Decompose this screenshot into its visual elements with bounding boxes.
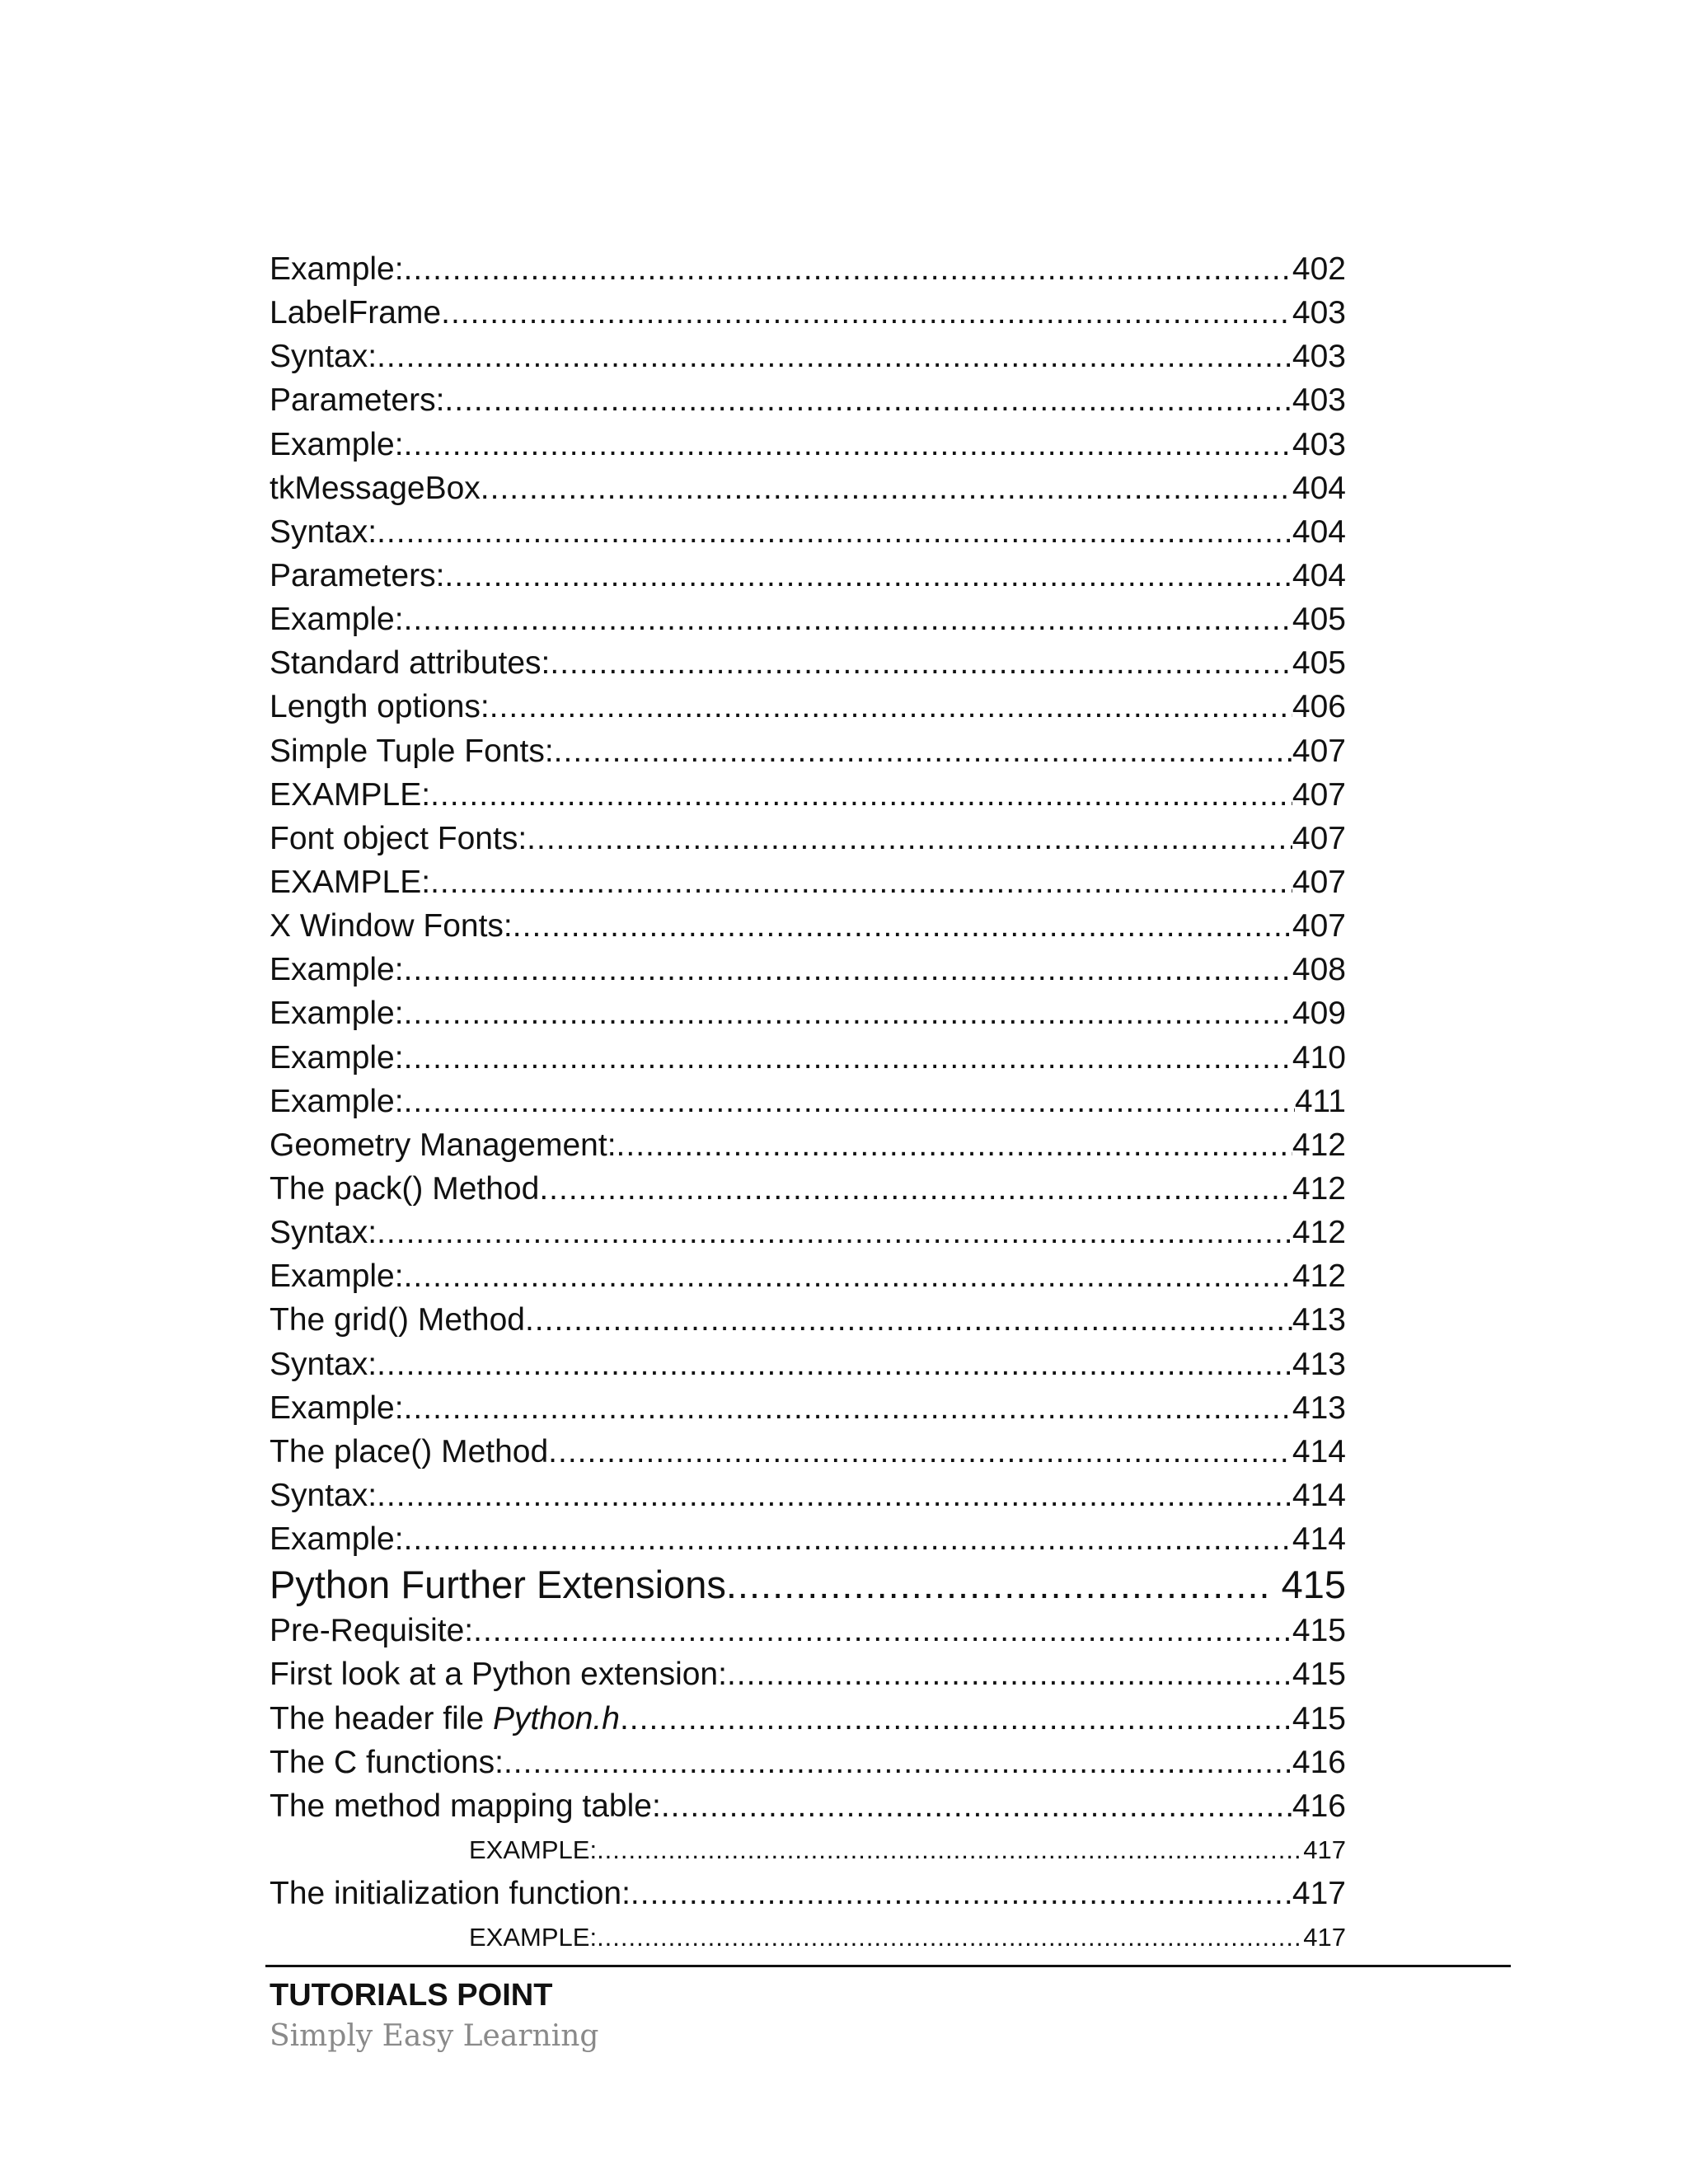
toc-entry-title (270, 423, 404, 466)
toc-entry[interactable] (270, 1254, 1346, 1298)
toc-entry-title-text: The grid() Method (270, 1302, 525, 1338)
toc-entry-title (270, 773, 430, 817)
toc-entry-title-text: Python Further Extensions (270, 1563, 726, 1607)
toc-entry[interactable] (270, 247, 1346, 291)
toc-entry-title-text: Parameters: (270, 382, 445, 419)
toc-entry-title (270, 1211, 377, 1254)
toc-page-number: 409 (1292, 996, 1346, 1032)
toc-entry-title-text: Example: (270, 1390, 404, 1426)
toc-entry-title-text: Example: (270, 1258, 404, 1295)
toc-entry[interactable] (270, 991, 1346, 1035)
toc-entry-title-text: Standard attributes: (270, 645, 551, 682)
toc-dot-leader (539, 1167, 1292, 1211)
toc-entry-title-text: Syntax: (270, 1477, 377, 1513)
toc-entry-title (270, 904, 513, 948)
toc-page-number: 413 (1292, 1302, 1346, 1338)
toc-entry-title (270, 1386, 404, 1430)
toc-dot-leader (377, 510, 1292, 554)
toc-entry[interactable] (270, 1298, 1346, 1342)
toc-entry-title (270, 335, 377, 378)
toc-entry[interactable] (270, 1652, 1346, 1696)
toc-dot-leader (525, 1298, 1292, 1342)
toc-entry[interactable] (270, 817, 1346, 860)
toc-dot-leader (513, 904, 1292, 948)
toc-entry-title (270, 1167, 539, 1211)
toc-dot-leader (404, 598, 1292, 641)
toc-dot-leader (620, 1697, 1292, 1741)
toc-dot-leader (527, 817, 1292, 860)
toc-page-number: 415 (1292, 1657, 1346, 1693)
toc-entry-title-text: The method mapping table: (270, 1788, 661, 1824)
toc-entry-title-italic: Python.h (493, 1700, 620, 1736)
toc-entry-title-text: LabelFrame (270, 295, 442, 331)
toc-dot-leader (404, 1386, 1292, 1430)
toc-dot-leader (548, 1430, 1292, 1474)
toc-entry-title (270, 1080, 404, 1123)
toc-page-number: 407 (1292, 864, 1346, 900)
toc-entry-title-text: X Window Fonts: (270, 908, 513, 944)
toc-entry[interactable] (270, 948, 1346, 991)
toc-entry-title-text: Syntax: (270, 513, 377, 550)
toc-entry-title (270, 817, 527, 860)
toc-entry[interactable] (270, 1697, 1346, 1741)
toc-entry[interactable] (270, 685, 1346, 729)
toc-entry-title-text: Example: (270, 1521, 404, 1558)
toc-dot-leader (597, 1915, 1303, 1959)
toc-entry-title-text: Syntax: (270, 1346, 377, 1382)
toc-entry[interactable] (270, 860, 1346, 904)
toc-entry-title (270, 1741, 504, 1784)
toc-entry-title-text: Simple Tuple Fonts: (270, 733, 554, 769)
toc-entry-title (270, 1784, 661, 1828)
toc-dot-leader (473, 1609, 1292, 1652)
toc-entry-title-text: Syntax: (270, 1215, 377, 1251)
toc-dot-leader (727, 1652, 1292, 1696)
toc-entry-title (270, 1652, 727, 1696)
toc-entry[interactable] (270, 378, 1346, 422)
toc-entry-title (270, 685, 490, 729)
toc-entry-title (270, 554, 444, 598)
toc-entry-title (270, 1561, 726, 1609)
toc-entry-title (270, 510, 377, 554)
toc-entry[interactable] (270, 291, 1346, 335)
footer-brand: TUTORIALS POINT (270, 1978, 553, 2013)
toc-entry-title (270, 1343, 377, 1386)
toc-dot-leader (490, 685, 1292, 729)
toc-page-number: 410 (1292, 1039, 1346, 1076)
toc-entry-title-text: Font object Fonts: (270, 820, 528, 856)
toc-entry-title (270, 1474, 377, 1517)
toc-entry[interactable] (270, 729, 1346, 773)
toc-page-number: 417 (1303, 1835, 1346, 1864)
toc-page-number: 403 (1292, 382, 1346, 419)
toc-entry-title (270, 1609, 473, 1652)
toc-entry[interactable] (270, 510, 1346, 554)
toc-entry-title (270, 1298, 525, 1342)
toc-entry-title-text: Length options: (270, 689, 490, 725)
toc-entry-title-text: Geometry Management: (270, 1127, 617, 1163)
toc-entry[interactable] (270, 598, 1346, 641)
toc-entry[interactable] (270, 641, 1346, 685)
toc-dot-leader (404, 1080, 1295, 1123)
toc-dot-leader (726, 1561, 1270, 1609)
toc-dot-leader (661, 1784, 1292, 1828)
toc-dot-leader (441, 291, 1292, 335)
toc-dot-leader (404, 247, 1292, 291)
toc-entry[interactable] (270, 1123, 1346, 1167)
toc-dot-leader (481, 466, 1292, 510)
toc-page-number: 413 (1292, 1390, 1346, 1426)
toc-entry[interactable] (270, 773, 1346, 817)
toc-entry-title-text: EXAMPLE: (469, 1923, 598, 1952)
toc-dot-leader (404, 948, 1292, 991)
toc-entry[interactable] (270, 1517, 1346, 1561)
toc-dot-leader (430, 773, 1292, 817)
toc-entry-title-text: Example: (270, 602, 404, 638)
toc-page-number: 412 (1292, 1215, 1346, 1251)
toc-entry-title-text: Example: (270, 1039, 404, 1076)
toc-entry[interactable] (270, 423, 1346, 466)
toc-entry[interactable] (270, 1343, 1346, 1386)
toc-dot-leader (444, 378, 1292, 422)
toc-entry-title (469, 1915, 597, 1959)
toc-entry-title (270, 641, 550, 685)
toc-page-number: 402 (1292, 251, 1346, 287)
toc-entry-title-text: The pack() Method (270, 1170, 540, 1207)
toc-page-number: 417 (1303, 1923, 1346, 1952)
toc-entry-title-text: Example: (270, 426, 404, 462)
toc-entry[interactable] (270, 1741, 1346, 1784)
toc-dot-leader (377, 1211, 1292, 1254)
toc-dot-leader (550, 641, 1292, 685)
toc-dot-leader (504, 1741, 1292, 1784)
toc-page-number: 404 (1292, 557, 1346, 593)
toc-entry-title (270, 1697, 620, 1741)
toc-dot-leader (404, 423, 1292, 466)
toc-entry-title (270, 860, 430, 904)
toc-entry-title (270, 247, 404, 291)
toc-dot-leader (404, 1517, 1292, 1561)
toc-dot-leader (631, 1872, 1292, 1915)
toc-page-number: 415 (1281, 1563, 1346, 1607)
toc-page-number: 414 (1292, 1433, 1346, 1469)
toc-entry-title-text: Parameters: (270, 557, 445, 593)
toc-dot-leader (617, 1123, 1292, 1167)
toc-page-number: 403 (1292, 426, 1346, 462)
toc-entry-title-text: The initialization function: (270, 1876, 631, 1912)
toc-page-number: 407 (1292, 908, 1346, 944)
toc-dot-leader (377, 1343, 1292, 1386)
toc-page-number: 405 (1292, 645, 1346, 682)
toc-entry-title-text: Example: (270, 1083, 404, 1119)
footer-tagline: Simply Easy Learning (270, 2019, 599, 2053)
toc-entry[interactable] (270, 466, 1346, 510)
toc-entry-title-text: EXAMPLE: (270, 864, 431, 900)
toc-entry[interactable] (270, 1386, 1346, 1430)
toc-entry-title-text: Pre-Requisite: (270, 1613, 474, 1649)
toc-entry-title-text: Example: (270, 251, 404, 287)
toc-dot-leader (404, 1036, 1292, 1080)
toc-entry[interactable] (270, 1080, 1346, 1123)
toc-page-number: 407 (1292, 820, 1346, 856)
toc-entry-title (270, 1036, 404, 1080)
toc-entry-title-text: First look at a Python extension: (270, 1657, 727, 1693)
toc-entry[interactable] (270, 1167, 1346, 1211)
toc-dot-leader (430, 860, 1292, 904)
toc-entry-title (270, 1872, 631, 1915)
toc-entry[interactable] (270, 1872, 1346, 1915)
toc-entry-title-text: EXAMPLE: (469, 1835, 598, 1864)
toc-page-number: 415 (1292, 1700, 1346, 1736)
toc-page-number: 407 (1292, 776, 1346, 813)
toc-entry[interactable] (270, 904, 1346, 948)
toc-entry[interactable] (270, 1609, 1346, 1652)
toc-entry-title-text: The place() Method (270, 1433, 549, 1469)
toc-page-number: 403 (1292, 295, 1346, 331)
toc-entry[interactable] (270, 1915, 1346, 1959)
toc-dot-leader (377, 1474, 1292, 1517)
toc-chapter-entry[interactable] (270, 1561, 1346, 1609)
toc-entry[interactable] (270, 335, 1346, 378)
toc-page-number: 412 (1292, 1127, 1346, 1163)
toc-dot-leader (377, 335, 1292, 378)
toc-page-number: 407 (1292, 733, 1346, 769)
toc-entry-title-text: Example: (270, 952, 404, 988)
toc-page-number: 404 (1292, 513, 1346, 550)
toc-entry-title-text: Example: (270, 996, 404, 1032)
toc-page-number: 412 (1292, 1170, 1346, 1207)
toc-page-number: 414 (1292, 1521, 1346, 1558)
toc-page-number: 408 (1292, 952, 1346, 988)
toc-entry-title (270, 1123, 617, 1167)
toc-entry-title (469, 1828, 597, 1872)
toc-entry-title (270, 598, 404, 641)
toc-page-number: 414 (1292, 1477, 1346, 1513)
toc-entry[interactable] (270, 554, 1346, 598)
toc-entry[interactable] (270, 1036, 1346, 1080)
toc-page-number: 416 (1292, 1744, 1346, 1780)
toc-entry-title-text: Syntax: (270, 339, 377, 375)
toc-page-number: 412 (1292, 1258, 1346, 1295)
toc-entry[interactable] (270, 1784, 1346, 1828)
toc-page-number: 404 (1292, 470, 1346, 506)
toc-dot-leader (444, 554, 1292, 598)
toc-entry[interactable] (270, 1430, 1346, 1474)
toc-entry-title (270, 948, 404, 991)
toc-page-number: 417 (1292, 1876, 1346, 1912)
toc-entry-title (270, 991, 404, 1035)
toc-entry-title (270, 729, 554, 773)
toc-entry-title (270, 1430, 548, 1474)
toc-entry-title (270, 291, 441, 335)
toc-dot-leader (404, 991, 1292, 1035)
toc-dot-leader (597, 1828, 1303, 1872)
toc-page-number: 415 (1292, 1613, 1346, 1649)
toc-page-number: 411 (1294, 1083, 1346, 1119)
toc-entry-title-text: The header file (270, 1700, 494, 1736)
toc-entry-title (270, 1517, 404, 1561)
toc-page-number: 416 (1292, 1788, 1346, 1824)
toc-entry-title-text: EXAMPLE: (270, 776, 431, 813)
toc-entry[interactable] (270, 1828, 1346, 1872)
toc-entry-title (270, 378, 444, 422)
toc-entry[interactable] (270, 1474, 1346, 1517)
toc-page-number: 403 (1292, 339, 1346, 375)
toc-entry-title-text: The C functions: (270, 1744, 504, 1780)
toc-dot-leader (554, 729, 1292, 773)
toc-entry[interactable] (270, 1211, 1346, 1254)
footer-divider (265, 1965, 1511, 1967)
toc-dot-leader (404, 1254, 1292, 1298)
toc-entry-title (270, 466, 481, 510)
toc-entry-title (270, 1254, 404, 1298)
toc-page-number: 405 (1292, 602, 1346, 638)
toc-page-number: 406 (1292, 689, 1346, 725)
toc-entry-title-text: tkMessageBox (270, 470, 481, 506)
toc-page-number: 413 (1292, 1346, 1346, 1382)
table-of-contents (270, 247, 1346, 1959)
